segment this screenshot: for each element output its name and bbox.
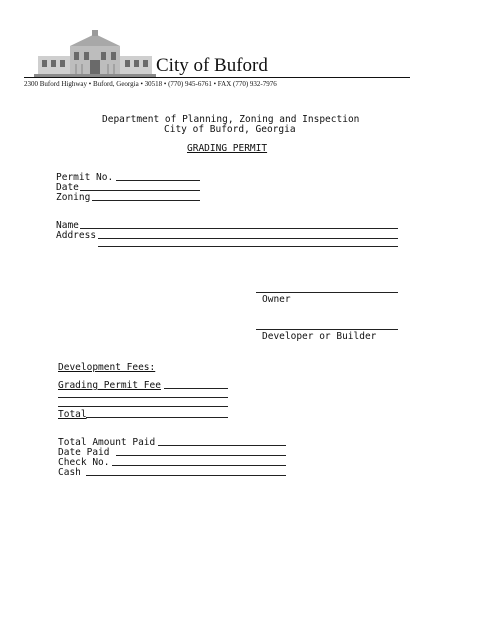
- fee-blank-line-1[interactable]: [58, 397, 228, 398]
- date-paid-label: Date Paid: [58, 447, 110, 458]
- total-field[interactable]: [86, 417, 228, 418]
- developer-signature-line[interactable]: [256, 329, 398, 330]
- cash-field[interactable]: [86, 475, 286, 476]
- fee-blank-line-2[interactable]: [58, 406, 228, 407]
- permit-no-field[interactable]: [116, 180, 200, 181]
- cash-label: Cash: [58, 467, 81, 478]
- address-label: Address: [56, 230, 97, 241]
- date-label: Date: [56, 182, 79, 193]
- zoning-label: Zoning: [56, 192, 91, 203]
- total-paid-label: Total Amount Paid: [58, 437, 156, 448]
- city-name: City of Buford: [156, 55, 268, 76]
- total-label: Total: [58, 409, 87, 420]
- owner-signature-line[interactable]: [256, 292, 398, 293]
- developer-label: Developer or Builder: [262, 331, 377, 342]
- development-fees-heading: Development Fees:: [58, 362, 156, 373]
- address-line: 2300 Buford Highway • Buford, Georgia • 30518 • (770) 945-6761 • FAX (770) 932-7976: [24, 80, 277, 88]
- owner-label: Owner: [262, 294, 291, 305]
- date-paid-field[interactable]: [116, 455, 286, 456]
- check-no-label: Check No.: [58, 457, 110, 468]
- permit-no-label: Permit No.: [56, 172, 114, 183]
- letterhead-rule: [24, 77, 410, 78]
- grading-fee-label: Grading Permit Fee: [58, 380, 161, 391]
- address-field-line-1[interactable]: [98, 238, 398, 239]
- grading-fee-field[interactable]: [164, 388, 228, 389]
- address-field-line-2[interactable]: [98, 246, 398, 247]
- zoning-field[interactable]: [92, 200, 200, 201]
- name-field[interactable]: [80, 228, 398, 229]
- total-paid-field[interactable]: [158, 445, 286, 446]
- department-line-1: Department of Planning, Zoning and Inspection: [102, 114, 360, 125]
- letterhead: [0, 0, 480, 100]
- name-label: Name: [56, 220, 79, 231]
- department-line-2: City of Buford, Georgia: [164, 124, 296, 135]
- document-title: GRADING PERMIT: [187, 143, 268, 154]
- city-hall-logo: [34, 30, 156, 78]
- check-no-field[interactable]: [112, 465, 286, 466]
- date-field[interactable]: [80, 190, 200, 191]
